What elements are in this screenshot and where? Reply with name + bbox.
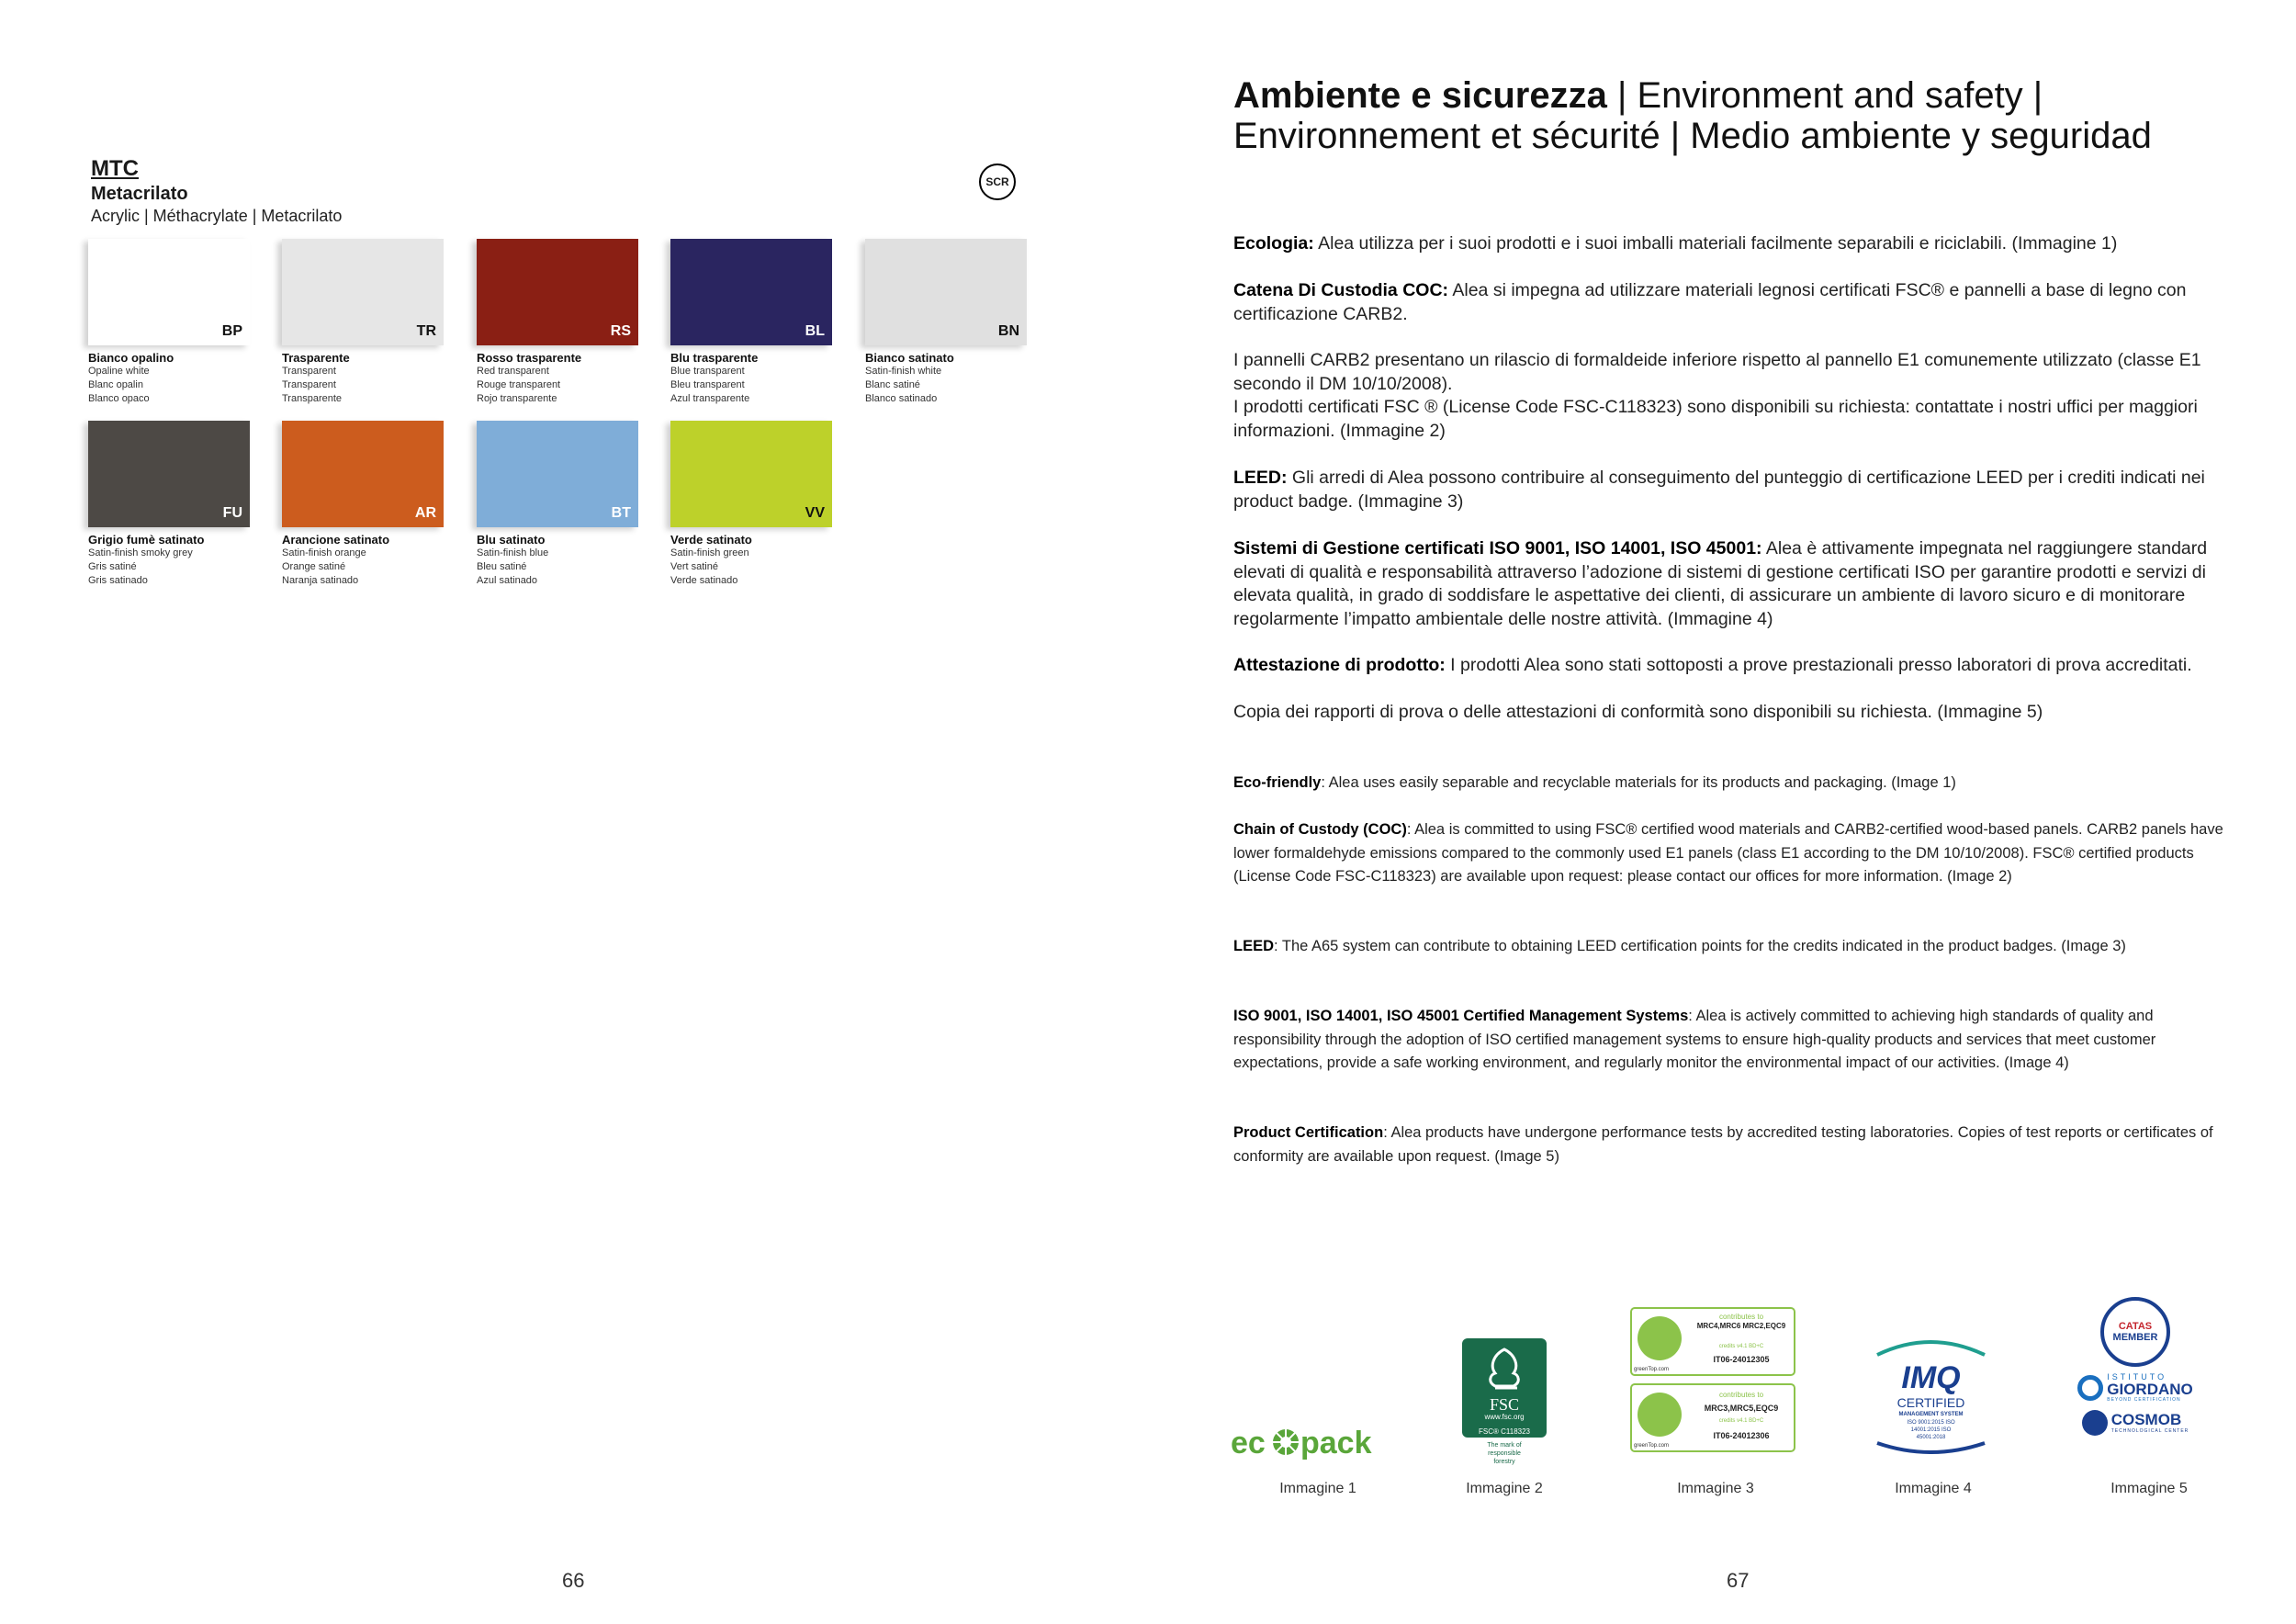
swatch-name-en: Satin-finish green [670,547,749,558]
swatch-name-fr: Transparent [282,379,336,390]
imq-arc-bottom-icon [1874,1441,1988,1454]
swatch-name-es: Transparente [282,393,343,404]
swatch-name-es: Blanco satinado [865,393,938,404]
swatch-name-en: Satin-finish white [865,366,942,377]
greentop-leaf-icon [1638,1316,1682,1360]
swatch-name-en: Satin-finish orange [282,547,366,558]
swatch-code: AR [414,505,436,521]
it-carb2: I pannelli CARB2 presentano un rilascio di formaldeide inferiore rispetto al pannello E1 comunemente utilizzato (classe E1 secondo il DM 10/10/2008). [1233,350,2201,394]
swatch-name: Grigio fumè satinato [88,533,205,547]
swatch-tr [282,239,444,406]
it-attestazione: Attestazione di prodotto: I prodotti Alea sono stati sottoposti a prove prestazionali presso laboratori di prova accreditati. [1233,655,2192,675]
swatch-ar [282,421,444,588]
imq-logo: IMQ CERTIFIED MANAGEMENT SYSTEM ISO 9001:2015 ISO 14001:2015 ISO 45001:2018 [1874,1336,1988,1465]
en-coc: Chain of Custody (COC): Alea is committed to using FSC® certified wood materials and CARB2-certified wood-based panels. CARB2 panels have lower formaldehyde emissions compared to the commonly used E1 panels (class E1 according to the DM 10/10/2008). FSC® certified products (License Code FSC-C118323) are available upon request: please contact our offices for more information. (Image 2) [1233,821,2223,885]
en-product: Product Certification: Alea products have undergone performance tests by accredited testing laboratories. Copies of test reports or certificates of conformity are available upon request. (Image 5) [1233,1124,2213,1165]
giordano-g-icon [2077,1375,2103,1401]
swatch-name: Rosso trasparente [477,351,582,365]
swatch-name-fr: Orange satiné [282,561,346,572]
swatch-color [282,239,444,345]
swatch-name: Trasparente [282,351,350,365]
swatch-name-en: Satin-finish smoky grey [88,547,193,558]
caption-1: Immagine 1 [1279,1481,1356,1496]
material-subtitle: Acrylic | Méthacrylate | Metacrilato [91,207,343,225]
it-catena: Catena Di Custodia COC: Alea si impegna ad utilizzare materiali legnosi certificati FSC® e pannelli a base di legno con certificazione CARB2. [1233,280,2187,324]
en-iso: ISO 9001, ISO 14001, ISO 45001 Certified Management Systems: Alea is actively committed to achieving high standards of quality and responsibility through the adoption of ISO certified management systems to ensure high-quality products and services that meet customer expectations, provide a safe working environment, and regularly monitor the environmental impact of our activities. (Image 4) [1233,1008,2156,1071]
swatch-name: Blu trasparente [670,351,759,365]
swatch-code: RS [610,323,631,339]
greentop-badge-1: greenTop.com contributes to MRC4,MRC6 MRC2,EQC9 credits v4.1 BD+C IT06-24012305 [1630,1307,1795,1376]
swatch-name-es: Naranja satinado [282,575,359,586]
swatch-code: BP [221,323,242,339]
en-leed: LEED: The A65 system can contribute to obtaining LEED certification points for the credits indicated in the product badges. (Image 3) [1233,938,2126,954]
ecopack-leaf-icon [1273,1429,1299,1455]
swatch-name-fr: Blanc opalin [88,379,143,390]
swatch-name-en: Opaline white [88,366,150,377]
swatch-code: VV [805,505,825,521]
swatch-color [88,421,250,527]
swatch-color [282,421,444,527]
swatch-color [477,421,638,527]
it-copia: Copia dei rapporti di prova o delle attestazioni di conformità sono disponibili su richiesta. (Immagine 5) [1233,702,2043,722]
cosmob-icon [2082,1410,2108,1436]
swatch-vv [670,421,832,588]
swatch-name-fr: Rouge transparent [477,379,561,390]
swatch-code: FU [222,505,242,521]
it-fsc: I prodotti certificati FSC ® (License Code FSC-C118323) sono disponibili su richiesta: contattate i nostri uffici per maggiori informazioni. (Immagine 2) [1233,397,2198,441]
swatch-name: Blu satinato [477,533,546,547]
page-number: 67 [1727,1569,1750,1592]
swatch-name-es: Verde satinado [670,575,738,586]
swatch-code: BL [805,323,825,339]
swatch-name-en: Blue transparent [670,366,745,377]
greentop-badge-2: greenTop.com contributes to MRC3,MRC5,EQC9 credits v4.1 BD+C IT06-24012306 [1630,1383,1795,1452]
swatch-name-es: Azul transparente [670,393,750,404]
svg-text:pack: pack [1300,1426,1372,1460]
swatch-name: Arancione satinato [282,533,390,547]
caption-3: Immagine 3 [1677,1481,1754,1496]
caption-2: Immagine 2 [1466,1481,1543,1496]
it-iso: Sistemi di Gestione certificati ISO 9001, ISO 14001, ISO 45001: Alea è attivamente impegnata nel raggiungere standard elevati di qualità e responsabilità attraverso l’adozione di sistemi di gestione certificati ISO per garantire prodotti e servizi di elevata qualità, in grado di soddisfare le aspettative dei clienti, di assicurare un ambiente di lavoro sicuro e di monitorare regolarmente l’impatto ambientale delle nostre attività. (Immagine 4) [1233,538,2208,629]
swatch-fu [88,421,250,588]
swatch-color [865,239,1027,345]
en-eco: Eco-friendly: Alea uses easily separable and recyclable materials for its products and packaging. (Image 1) [1233,774,1956,791]
swatch-code: BT [611,505,631,521]
swatch-name-en: Transparent [282,366,336,377]
swatch-name: Bianco satinato [865,351,954,365]
it-ecologia: Ecologia: Alea utilizza per i suoi prodotti e i suoi imballi materiali facilmente separabili e riciclabili. (Immagine 1) [1233,233,2118,254]
swatch-color [88,239,250,345]
title-bold: Ambiente e sicurezza [1233,75,1607,116]
swatch-bn [865,239,1027,406]
cosmob-logo: COSMOB TECHNOLOGICAL CENTER [2057,1410,2213,1436]
scr-badge: SCR [979,164,1016,200]
swatch-bl [670,239,832,406]
ecopack-logo [1231,1419,1405,1465]
swatch-name-es: Gris satinado [88,575,148,586]
fsc-tree-icon [1477,1346,1532,1392]
swatch-code: BN [997,323,1019,339]
swatch-color [670,421,832,527]
material-name: Metacrilato [91,184,188,204]
swatch-name-fr: Blanc satiné [865,379,920,390]
material-code: MTC [91,156,139,181]
swatch-name-en: Satin-finish blue [477,547,549,558]
title-rest: | Environment and safety | Environnement et sécurité | Medio ambiente y seguridad [1233,75,2152,156]
swatch-name-fr: Gris satiné [88,561,137,572]
right-page [1148,0,2296,1624]
swatch-color [477,239,638,345]
swatch-name-es: Azul satinado [477,575,538,586]
swatch-bp [88,239,250,406]
swatch-name-es: Rojo transparente [477,393,557,404]
swatch-rs [477,239,638,406]
swatch-name-fr: Bleu satiné [477,561,527,572]
greentop-logos [1630,1307,1800,1463]
fsc-logo: FSC www.fsc.org FSC® C118323 The mark of responsible forestry [1462,1338,1547,1467]
swatch-bt [477,421,638,588]
catas-member-badge: CATAS MEMBER [2100,1297,2170,1367]
swatch-name-fr: Bleu transparent [670,379,745,390]
page-title [1233,75,2244,156]
swatch-name-es: Blanco opaco [88,393,150,404]
page-number: 66 [562,1569,585,1592]
giordano-logo: ISTITUTO GIORDANO BEYOND CERTIFICATION [2057,1372,2213,1403]
svg-text:ec: ec [1231,1426,1266,1460]
imq-arc-icon [1874,1336,1988,1357]
caption-5: Immagine 5 [2110,1481,2188,1496]
swatch-code: TR [416,323,436,339]
swatch-color [670,239,832,345]
greentop-leaf-icon [1638,1393,1682,1437]
catas-giordano-cosmob-logos [2057,1297,2213,1467]
caption-4: Immagine 4 [1895,1481,1972,1496]
it-leed: LEED: Gli arredi di Alea possono contribuire al conseguimento del punteggio di certificazione LEED per i crediti indicati nei product badge. (Immagine 3) [1233,468,2205,512]
swatch-name-fr: Vert satiné [670,561,718,572]
swatch-name: Verde satinato [670,533,752,547]
swatch-name-en: Red transparent [477,366,549,377]
swatch-name: Bianco opalino [88,351,174,365]
